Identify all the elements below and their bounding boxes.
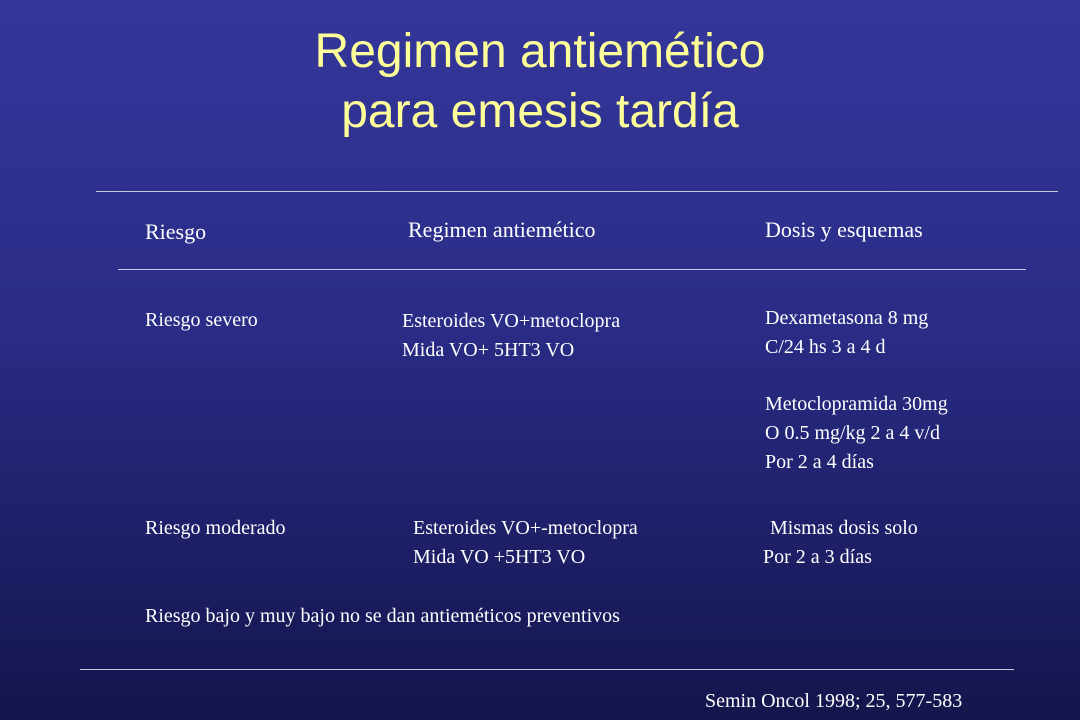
slide-title-line-2: para emesis tardía [341, 85, 739, 138]
row-severe-dosing-line-1: Dexametasona 8 mg [765, 307, 929, 329]
row-moderate-dosing-line-2: Por 2 a 3 días [763, 546, 872, 568]
row-moderate-dosing-line-1: Mismas dosis solo [770, 517, 918, 539]
header-regimen: Regimen antiemético [408, 217, 596, 242]
bottom-divider [80, 669, 1014, 670]
row-severe-dosing-line-3: Metoclopramida 30mg [765, 393, 948, 415]
row-moderate-regimen-line-2: Mida VO +5HT3 VO [413, 546, 586, 568]
top-divider [96, 191, 1058, 192]
header-risk: Riesgo [145, 219, 207, 244]
header-dosing: Dosis y esquemas [765, 217, 923, 242]
source-citation: Semin Oncol 1998; 25, 577-583 [705, 690, 963, 712]
header-divider [118, 269, 1026, 270]
row-severe-regimen-line-1: Esteroides VO+metoclopra [402, 310, 621, 332]
row-severe-risk: Riesgo severo [145, 309, 258, 331]
low-risk-note: Riesgo bajo y muy bajo no se dan antieméticos preventivos [145, 605, 620, 627]
row-moderate-regimen-line-1: Esteroides VO+-metoclopra [413, 517, 638, 539]
slide-title [0, 22, 1080, 142]
row-severe-dosing-line-4: O 0.5 mg/kg 2 a 4 v/d [765, 422, 940, 444]
row-severe-dosing-line-2: C/24 hs 3 a 4 d [765, 336, 886, 358]
row-moderate-risk: Riesgo moderado [145, 517, 286, 539]
row-severe-dosing-line-5: Por 2 a 4 días [765, 451, 874, 473]
slide-title-line-1: Regimen antiemético [314, 25, 766, 78]
row-severe-regimen-line-2: Mida VO+ 5HT3 VO [402, 339, 575, 361]
